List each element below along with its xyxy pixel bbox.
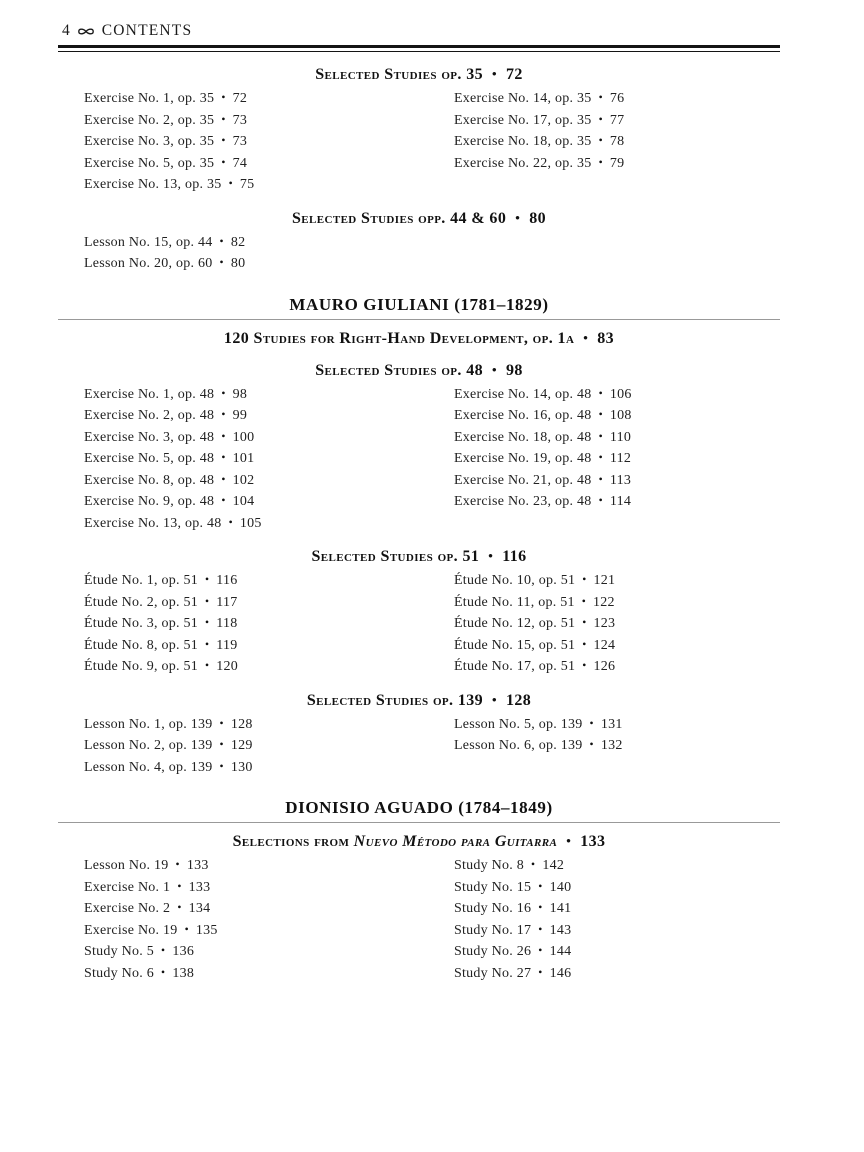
toc-entry — [454, 613, 780, 635]
toc-entry — [84, 570, 428, 592]
toc-entry — [84, 153, 428, 175]
toc-entry — [454, 592, 780, 614]
toc-entry — [84, 635, 428, 657]
entry-label: Étude No. 10, op. 51 — [454, 573, 576, 588]
running-header — [62, 20, 192, 42]
entry-label: Étude No. 11, op. 51 — [454, 594, 575, 610]
entry-label: Exercise No. 13, op. 35 — [84, 177, 222, 192]
entry-page: 117 — [216, 594, 238, 610]
section-bullet: • — [566, 833, 572, 848]
entry-bullet: • — [538, 966, 543, 979]
toc-entry — [84, 427, 428, 449]
composer-rule — [58, 319, 780, 320]
entries-left-column — [58, 714, 428, 779]
entries-right-column — [428, 232, 780, 275]
entry-label: Lesson No. 5, op. 139 — [454, 716, 583, 732]
toc-entry — [84, 941, 428, 963]
entry-bullet: • — [598, 452, 603, 464]
entry-page: 77 — [609, 112, 625, 128]
entry-label: Exercise No. 5, op. 48 — [84, 451, 215, 466]
entry-bullet: • — [205, 638, 210, 651]
section-heading — [58, 832, 780, 851]
section-page: 116 — [502, 548, 527, 565]
entries-right-column — [428, 570, 780, 678]
toc-entry — [454, 110, 780, 132]
entry-label: Exercise No. 9, op. 48 — [84, 494, 215, 509]
section-heading — [58, 209, 780, 228]
entry-bullet: • — [221, 135, 226, 147]
entry-columns — [58, 714, 780, 779]
entry-label: Study No. 26 — [454, 944, 532, 959]
entry-label: Étude No. 9, op. 51 — [84, 659, 199, 674]
toc-entry — [454, 88, 780, 110]
toc-entry — [454, 877, 780, 899]
entry-label: Étude No. 8, op. 51 — [84, 637, 199, 653]
entry-bullet: • — [221, 473, 226, 486]
entry-bullet: • — [184, 923, 189, 936]
entry-label: Exercise No. 1, op. 48 — [84, 386, 215, 402]
entry-page: 78 — [609, 134, 625, 149]
entry-bullet: • — [538, 945, 543, 957]
entry-page: 128 — [230, 716, 253, 732]
entry-page: 122 — [593, 594, 615, 610]
entry-page: 123 — [593, 616, 616, 631]
entry-bullet: • — [177, 880, 182, 893]
entries-right-column — [428, 88, 780, 196]
toc-entry — [454, 635, 780, 657]
entry-columns — [58, 232, 780, 275]
entry-page: 102 — [232, 472, 255, 488]
entry-label: Exercise No. 14, op. 48 — [454, 386, 592, 402]
entry-page: 112 — [609, 451, 632, 466]
toc-entry — [84, 491, 428, 513]
toc-entry — [84, 405, 428, 427]
toc-entry — [84, 88, 428, 110]
entry-page: 121 — [593, 573, 616, 588]
entry-bullet: • — [177, 902, 182, 914]
entries-left-column — [58, 88, 428, 196]
section-bullet: • — [515, 209, 521, 225]
entry-bullet: • — [221, 452, 226, 464]
entry-page: 72 — [232, 91, 248, 106]
section-title: Selected Studies op. 48 — [315, 361, 484, 379]
entries-right-column — [428, 855, 780, 984]
entry-label: Exercise No. 1 — [84, 879, 171, 895]
entry-bullet: • — [531, 859, 536, 871]
entry-label: Exercise No. 18, op. 35 — [454, 134, 592, 149]
toc-entry — [84, 592, 428, 614]
entry-bullet: • — [219, 235, 224, 248]
entry-bullet: • — [221, 156, 226, 169]
entry-page: 131 — [600, 716, 623, 732]
section-bullet: • — [583, 329, 589, 345]
entry-label: Exercise No. 21, op. 48 — [454, 472, 592, 488]
toc-entry — [454, 491, 780, 513]
entry-label: Exercise No. 3, op. 35 — [84, 134, 215, 149]
entry-label: Exercise No. 2 — [84, 901, 171, 916]
entry-label: Study No. 15 — [454, 879, 532, 895]
entry-page: 138 — [172, 965, 195, 981]
toc-entry — [84, 898, 428, 920]
section-heading — [58, 547, 780, 566]
entry-page: 105 — [239, 515, 262, 531]
entry-bullet: • — [205, 595, 210, 608]
entry-bullet: • — [538, 923, 543, 936]
header-title: CONTENTS — [101, 22, 193, 39]
entry-label: Study No. 6 — [84, 965, 155, 981]
entry-page: 104 — [232, 494, 255, 509]
entry-page: 116 — [216, 573, 238, 588]
toc-entry — [84, 735, 428, 757]
entry-page: 133 — [188, 879, 211, 895]
entry-page: 132 — [600, 738, 623, 753]
toc-entry — [84, 877, 428, 899]
section-title: Selected Studies op. 35 — [315, 66, 484, 83]
entries-right-column — [428, 384, 780, 535]
entry-label: Exercise No. 19 — [84, 922, 178, 938]
toc-entry — [84, 384, 428, 406]
entry-label: Exercise No. 2, op. 35 — [84, 112, 215, 128]
toc-entry — [84, 855, 428, 877]
entry-label: Exercise No. 19, op. 48 — [454, 451, 592, 466]
section-bullet: • — [492, 691, 497, 707]
entry-label: Lesson No. 20, op. 60 — [84, 256, 213, 271]
entry-page: 108 — [609, 408, 632, 423]
entry-bullet: • — [161, 945, 166, 957]
entry-bullet: • — [228, 178, 233, 190]
entry-page: 75 — [239, 177, 255, 192]
entries-left-column — [58, 855, 428, 984]
entry-label: Étude No. 2, op. 51 — [84, 594, 199, 610]
composer-rule — [58, 822, 780, 823]
entry-page: 141 — [549, 901, 572, 916]
entry-bullet: • — [598, 135, 603, 147]
entry-label: Study No. 27 — [454, 965, 532, 981]
entry-bullet: • — [598, 430, 603, 443]
entry-page: 73 — [232, 134, 248, 149]
entry-label: Study No. 5 — [84, 944, 155, 959]
entry-label: Exercise No. 18, op. 48 — [454, 429, 592, 445]
entry-label: Study No. 8 — [454, 858, 525, 873]
entry-page: 106 — [609, 386, 632, 402]
entry-page: 113 — [609, 472, 632, 488]
entry-label: Exercise No. 14, op. 35 — [454, 91, 592, 106]
section-page: 83 — [597, 329, 615, 347]
entry-bullet: • — [219, 257, 224, 269]
table-of-contents — [58, 52, 780, 984]
toc-entry — [84, 470, 428, 492]
entries-left-column — [58, 232, 428, 275]
toc-entry — [454, 153, 780, 175]
entry-label: Exercise No. 23, op. 48 — [454, 494, 592, 509]
toc-entry — [454, 855, 780, 877]
toc-entry — [84, 232, 428, 254]
entry-page: 118 — [216, 616, 238, 631]
entry-page: 82 — [230, 234, 246, 250]
entry-label: Study No. 17 — [454, 922, 532, 938]
toc-entry — [454, 570, 780, 592]
entry-bullet: • — [582, 638, 587, 651]
entry-columns — [58, 88, 780, 196]
entry-page: 101 — [232, 451, 255, 466]
entry-bullet: • — [205, 574, 210, 586]
toc-entry — [454, 384, 780, 406]
toc-entry — [84, 963, 428, 985]
toc-entry — [454, 714, 780, 736]
entry-page: 120 — [216, 659, 239, 674]
entry-bullet: • — [538, 902, 543, 914]
composer-heading: MAURO GIULIANI (1781–1829) — [289, 294, 549, 314]
entry-columns — [58, 384, 780, 535]
entry-bullet: • — [598, 473, 603, 486]
entry-page: 119 — [216, 637, 238, 653]
entry-label: Lesson No. 6, op. 139 — [454, 738, 583, 753]
entry-page: 135 — [195, 922, 218, 938]
entry-bullet: • — [589, 717, 594, 730]
entry-bullet: • — [582, 574, 587, 586]
entry-page: 74 — [232, 155, 248, 171]
composer-heading: DIONISIO AGUADO (1784–1849) — [285, 798, 553, 817]
entry-label: Exercise No. 22, op. 35 — [454, 155, 592, 171]
entry-page: 143 — [549, 922, 572, 938]
entry-page: 114 — [609, 494, 632, 509]
section-title: Selections from — [232, 833, 354, 850]
entry-page: 134 — [188, 901, 211, 916]
section-title: Selected Studies opp. 44 & 60 — [291, 209, 507, 227]
toc-entry — [454, 427, 780, 449]
entry-bullet: • — [581, 595, 587, 608]
toc-entry — [454, 470, 780, 492]
toc-entry — [454, 656, 780, 678]
entry-page: 136 — [172, 944, 195, 959]
entry-bullet: • — [205, 617, 210, 629]
entry-page: 98 — [232, 386, 248, 402]
section-page: 80 — [529, 209, 547, 227]
toc-entry — [84, 174, 428, 196]
entry-page: 146 — [549, 965, 572, 981]
entry-label: Lesson No. 2, op. 139 — [84, 738, 213, 753]
entry-page: 140 — [549, 879, 572, 895]
entry-page: 79 — [609, 155, 625, 171]
entry-bullet: • — [161, 966, 166, 979]
section-heading — [58, 329, 780, 348]
entry-bullet: • — [582, 660, 587, 672]
section-heading — [58, 65, 780, 84]
section-title: Selected Studies op. 139 — [306, 691, 484, 709]
entry-bullet: • — [219, 717, 224, 730]
entry-label: Étude No. 17, op. 51 — [454, 659, 576, 674]
entry-page: 73 — [232, 112, 248, 128]
entry-bullet: • — [538, 880, 543, 893]
entry-page: 99 — [232, 408, 248, 423]
toc-entry — [84, 513, 428, 535]
entries-left-column — [58, 570, 428, 678]
toc-entry — [454, 963, 780, 985]
entry-bullet: • — [598, 387, 603, 400]
entry-bullet: • — [221, 409, 226, 421]
entry-label: Exercise No. 17, op. 35 — [454, 112, 592, 128]
entry-bullet: • — [598, 113, 603, 126]
entry-label: Exercise No. 2, op. 48 — [84, 408, 215, 423]
entry-page: 80 — [230, 256, 246, 271]
entry-label: Exercise No. 16, op. 48 — [454, 408, 592, 423]
header-rule — [58, 45, 780, 52]
toc-entry — [84, 656, 428, 678]
entry-bullet: • — [221, 430, 226, 443]
section-bullet: • — [492, 361, 497, 377]
entry-label: Étude No. 12, op. 51 — [454, 616, 576, 631]
entry-page: 100 — [232, 429, 255, 445]
section-heading — [58, 361, 780, 380]
entry-page: 129 — [230, 738, 253, 753]
entry-label: Exercise No. 3, op. 48 — [84, 429, 215, 445]
entry-page: 126 — [593, 659, 616, 674]
entry-bullet: • — [589, 739, 594, 751]
entry-bullet: • — [582, 617, 587, 629]
toc-entry — [454, 920, 780, 942]
section-page: 128 — [505, 691, 532, 709]
toc-entry — [454, 448, 780, 470]
entry-label: Study No. 16 — [454, 901, 532, 916]
entry-label: Exercise No. 13, op. 48 — [84, 515, 222, 531]
entry-label: Exercise No. 5, op. 35 — [84, 155, 215, 171]
entry-bullet: • — [221, 495, 226, 507]
entry-bullet: • — [598, 156, 603, 169]
toc-entry — [84, 110, 428, 132]
section-page: 133 — [580, 833, 606, 850]
entry-bullet: • — [221, 387, 226, 400]
toc-entry — [84, 131, 428, 153]
entry-page: 76 — [609, 91, 625, 106]
entry-bullet: • — [219, 739, 224, 751]
entry-label: Exercise No. 1, op. 35 — [84, 91, 215, 106]
entry-bullet: • — [598, 92, 603, 104]
entry-page: 144 — [549, 944, 572, 959]
section-page: 98 — [505, 361, 523, 379]
page-number: 4 — [62, 22, 70, 39]
entry-page: 142 — [542, 858, 565, 873]
toc-entry — [84, 253, 428, 275]
toc-entry — [454, 405, 780, 427]
toc-entry — [454, 941, 780, 963]
entry-label: Lesson No. 15, op. 44 — [84, 234, 213, 250]
entry-label: Lesson No. 4, op. 139 — [84, 759, 213, 775]
entry-page: 110 — [609, 429, 632, 445]
entry-label: Lesson No. 1, op. 139 — [84, 716, 213, 732]
entry-label: Exercise No. 8, op. 48 — [84, 472, 215, 488]
toc-entry — [84, 757, 428, 779]
entry-page: 133 — [186, 858, 209, 873]
entry-label: Étude No. 15, op. 51 — [454, 637, 576, 653]
entries-right-column — [428, 714, 780, 779]
entries-left-column — [58, 384, 428, 535]
entry-bullet: • — [205, 660, 210, 672]
section-bullet: • — [492, 66, 497, 81]
toc-entry — [84, 920, 428, 942]
entry-bullet: • — [228, 516, 233, 529]
entry-bullet: • — [175, 859, 180, 871]
entry-label: Lesson No. 19 — [84, 858, 169, 873]
section-title: Selected Studies op. 51 — [311, 548, 480, 565]
toc-entry — [84, 448, 428, 470]
toc-entry — [84, 714, 428, 736]
entry-bullet: • — [219, 760, 224, 773]
entry-label: Étude No. 1, op. 51 — [84, 573, 199, 588]
section-bullet: • — [488, 548, 494, 563]
section-title-italic: Nuevo Método para Guitarra — [353, 833, 558, 850]
entry-columns — [58, 570, 780, 678]
toc-entry — [454, 898, 780, 920]
entry-bullet: • — [221, 113, 226, 126]
entry-bullet: • — [221, 92, 226, 104]
toc-entry — [454, 735, 780, 757]
entry-bullet: • — [598, 409, 603, 421]
toc-entry — [84, 613, 428, 635]
entry-page: 130 — [230, 759, 253, 775]
section-page: 72 — [505, 66, 523, 83]
toc-entry — [454, 131, 780, 153]
section-heading — [58, 691, 780, 710]
entry-columns — [58, 855, 780, 984]
entry-bullet: • — [598, 495, 603, 507]
entry-label: Étude No. 3, op. 51 — [84, 616, 199, 631]
scroll-fleuron-icon — [77, 27, 95, 36]
entry-page: 124 — [593, 637, 616, 653]
section-title: 120 Studies for Right-Hand Development, op. 1a — [223, 329, 575, 347]
